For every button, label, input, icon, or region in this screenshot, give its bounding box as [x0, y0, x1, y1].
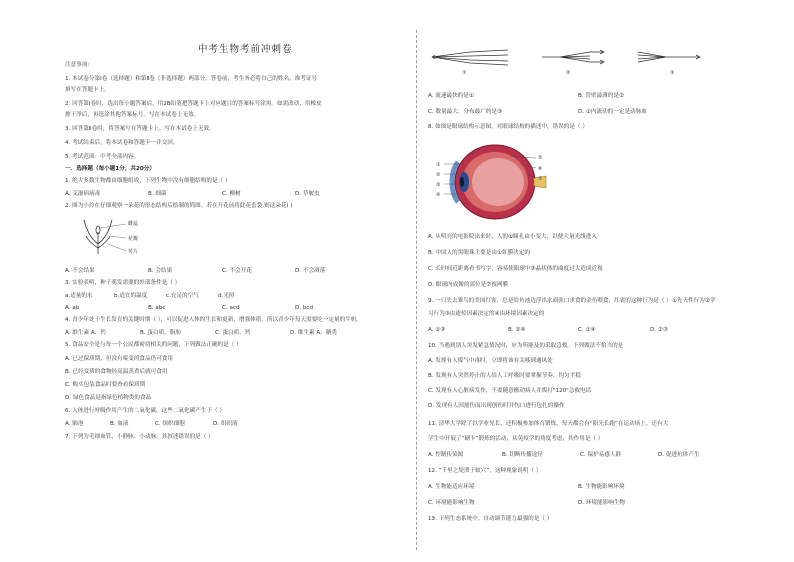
q7-option-b[interactable]: B. 管壁最薄的是② [578, 93, 624, 99]
notes-heading: 注意事项: [65, 62, 90, 68]
q4-option-d[interactable]: D. 维生素 A、糖类 [290, 330, 338, 336]
q10-option-b[interactable]: B. 发现有人突然停止的人给人工呼吸时要掌握节奏，均匀平稳 [428, 373, 581, 379]
q8-option-b[interactable]: B. 中国人的黑眼珠主要是由①虹膜决定的 [428, 250, 530, 256]
q4-stem: 4. 青少年处于生长发育的关键时期（ ），可以促进人体的生长和更新，增强体质，所以青少年每天需要吃一定量的牛奶。 [65, 317, 362, 323]
q11-option-a[interactable]: A. 控制传染源 [428, 452, 464, 458]
q8-option-a[interactable]: A. 从明亮的电影院出来时，人的①瞳孔由小变大，以便大量光线进入 [428, 234, 597, 240]
q2-stem: 2. 图为小玲在仔细观察一朵花的形态结构后绘制的简图。若在开花前将此花套袋,则这朵花( ) [65, 203, 293, 209]
q3-item-a: a.适量的水 [65, 293, 93, 299]
q7-option-a[interactable]: A. 流速最快的是① [428, 93, 474, 99]
q10-option-c[interactable]: C. 发现有人心脏病发作，不要随意搬动病人并拨打"120"急救电话 [428, 388, 592, 394]
q12-stem: 12. “千里之堤溃于蚁穴”，这种现象说明（ ） [428, 468, 542, 474]
q4-option-c[interactable]: C. 蛋白质、钙 [215, 330, 251, 336]
q11-stem: 11. 清华大学除了以学业见长，还积极参加体育锻炼，每天都会有“阳光长跑”在运动场上。还有大 [428, 421, 669, 427]
q1-stem: 1. 绝大多数生物都由细胞组成，下列生物中没有细胞结构的是（ ） [65, 178, 231, 184]
q1-option-b[interactable]: B. 细菌 [148, 191, 167, 197]
q11-stem-2: 学生中开展了“刷卡”锻炼的活动，从免疫学的角度考虑，其作用是（ ） [428, 436, 604, 442]
q1-option-a[interactable]: A. 艾滋病病毒 [65, 191, 101, 197]
eye-label-4: ④ [436, 192, 441, 198]
eye-label-2: ② [436, 172, 441, 178]
q5-option-c[interactable]: C. 购买包装食品时要查看保质期 [65, 382, 146, 388]
q2-option-b[interactable]: B. 会结果 [148, 268, 173, 274]
eye-label-6: ⑥ [538, 166, 543, 172]
q13-stem: 13. 下列生态系统中，自动调节能力最强的是（ ） [428, 516, 553, 522]
q3-item-b: b.适宜的温度 [114, 293, 148, 299]
q11-option-d[interactable]: D. 促进抗体产生 [658, 452, 700, 458]
q2-option-a[interactable]: A. 不会结果 [65, 268, 95, 274]
q2-label-pistil: 雌蕊 [128, 221, 139, 227]
vessel-diagram-1 [430, 48, 510, 66]
q6-option-a[interactable]: A. 肺泡 [65, 421, 84, 427]
note-5: 5. 考试范围：中考全部内容。 [65, 154, 140, 160]
q9-option-a[interactable]: A. ①③ [428, 327, 446, 333]
q5-stem: 5. 食品安全是与每一个公民都密切相关的问题，下列做法正确的是（ ） [65, 342, 242, 348]
eye-label-7: ⑦ [538, 176, 543, 182]
q2-label-sepal: 萼片 [128, 249, 139, 255]
q1-option-d[interactable]: D. 草履虫 [295, 191, 320, 197]
q3-item-c: c.充足的空气 [166, 293, 199, 299]
q11-option-c[interactable]: C. 保护易感人群 [580, 452, 622, 458]
q3-option-a[interactable]: A. ab [65, 305, 80, 311]
q7-fig-label-2: ② [566, 70, 571, 76]
q12-option-b[interactable]: B. 生物能影响环境 [578, 484, 625, 490]
q3-option-d[interactable]: D. bcd [295, 305, 314, 311]
q7-fig-label-3: ③ [670, 70, 675, 76]
q11-option-b[interactable]: B. 切断传播途径 [502, 452, 543, 458]
q12-option-c[interactable]: C. 环境能影响生物 [428, 500, 475, 506]
q5-option-b[interactable]: B. 已经变质的食物经高温蒸煮后就可食用 [65, 369, 168, 375]
q8-stem: 8. 如图是眼球结构示意图，对眼球结构的描述中，错误的是（ ） [428, 124, 588, 130]
eyeball-diagram [440, 142, 550, 222]
q10-option-d[interactable]: D. 发现有人因割伤而出现创伤时并伤口进行包扎的操作 [428, 403, 565, 409]
q10-option-a[interactable]: A. 发现有人煤气中毒时，立即将该有关移到通风处 [428, 358, 553, 364]
q10-stem: 10. 当遇到别人突发紧急情况时，应为所能及的采取急救。下列做法不恰当的是 [428, 343, 624, 349]
q2-option-c[interactable]: C. 不会开花 [222, 268, 252, 274]
q7-fig-label-1: ① [462, 70, 467, 76]
q2-label-petal: 花瓣 [128, 236, 139, 242]
q4-option-a[interactable]: A. 维生素 A、钙 [65, 330, 106, 336]
q5-option-a[interactable]: A. 已过保质期，但没有霉变的食品仍可食用 [65, 356, 173, 362]
note-2b: 擦干净后，再选涂其他答案标号。写在本试卷上无效。 [65, 112, 200, 118]
q9-option-c[interactable]: C. ①④ [578, 327, 596, 333]
q9-option-d[interactable]: D. ②③ [650, 327, 668, 333]
q7-option-c[interactable]: C. 数量最大、分布最广的是③ [428, 109, 503, 115]
q2-option-d[interactable]: D. 不会凋落 [295, 268, 326, 274]
section-heading: 一、选择题（每小题1分，共20分） [65, 166, 155, 172]
vessel-diagram-3 [636, 50, 702, 64]
eye-label-3: ③ [436, 182, 441, 188]
note-3: 3. 回答第Ⅱ卷时，将答案写在答题卡上。写在本试卷上无效。 [65, 126, 215, 132]
q6-stem: 6. 人体进行呼吸作用产生的二氧化碳，这些二氧化碳产生于（ ） [65, 408, 225, 414]
q3-option-b[interactable]: B. abc [148, 305, 166, 311]
q3-item-d: d.光照 [218, 293, 235, 299]
note-1b: 填写在答题卡上。 [65, 87, 110, 93]
q3-option-c[interactable]: C. acd [222, 305, 240, 311]
eye-label-5: ⑤ [538, 155, 543, 161]
note-2a: 2. 回答第Ⅰ卷时，选出每小题答案后，用2B铅笔把答题卡上对应题目的答案标号涂黑。如需改动，用橡皮 [65, 101, 322, 107]
q5-option-d[interactable]: D. 绿色食品是指绿色植物类的食品 [65, 395, 152, 401]
column-divider [416, 30, 417, 550]
q6-option-d[interactable]: D. 组织液 [213, 421, 238, 427]
eye-label-1: ① [436, 162, 441, 168]
q9-option-b[interactable]: B. ②④ [508, 327, 526, 333]
page-title: 中考生物考前冲刺卷 [198, 44, 293, 55]
q7-option-d[interactable]: D. ①内流动的一定是动脉血 [578, 109, 647, 115]
q7-stem: 7. 下列为毛细血管、小静脉、小动脉，其叙述错误的是（ ） [65, 434, 214, 440]
q3-stem: 3. 实验表明，种子萌发需要的外部条件是（ ） [65, 280, 181, 286]
note-4: 4. 考试结束后，将本试卷和答题卡一并交回。 [65, 140, 179, 146]
q8-option-d[interactable]: D. 眼球内成像的部位是⑦视网膜 [428, 282, 509, 288]
q12-option-d[interactable]: D. 环境能影响生物 [578, 500, 626, 506]
q1-option-c[interactable]: C. 柳树 [222, 191, 241, 197]
q6-option-b[interactable]: B. 血液 [110, 421, 129, 427]
vessel-diagram-2 [540, 50, 606, 64]
note-1a: 1. 本试卷分第Ⅰ卷（选择题）和第Ⅱ卷（非选择题）两部分。答卷前，考生务必将自己的姓名、准考证号 [65, 76, 318, 82]
q12-option-a[interactable]: A. 生物能适应环境 [428, 484, 475, 490]
q8-option-c[interactable]: C. 长时间近距离看书写字，容易使眼球中③晶状体的曲度过大造成近视 [428, 266, 603, 272]
q6-option-c[interactable]: C. 组织细胞 [155, 421, 185, 427]
q9-stem: 9. 一只失去雏鸟的美国红雀，总是给鱼池边浮出水面张口求食的金鱼喂食，红雀的这种行为是（ ）①先天性行为②学 [428, 298, 716, 304]
q4-option-b[interactable]: B. 蛋白质、脂肪 [140, 330, 181, 336]
q9-stem-2: 习行为③由遗传因素决定的④由环境因素决定的 [428, 311, 545, 317]
